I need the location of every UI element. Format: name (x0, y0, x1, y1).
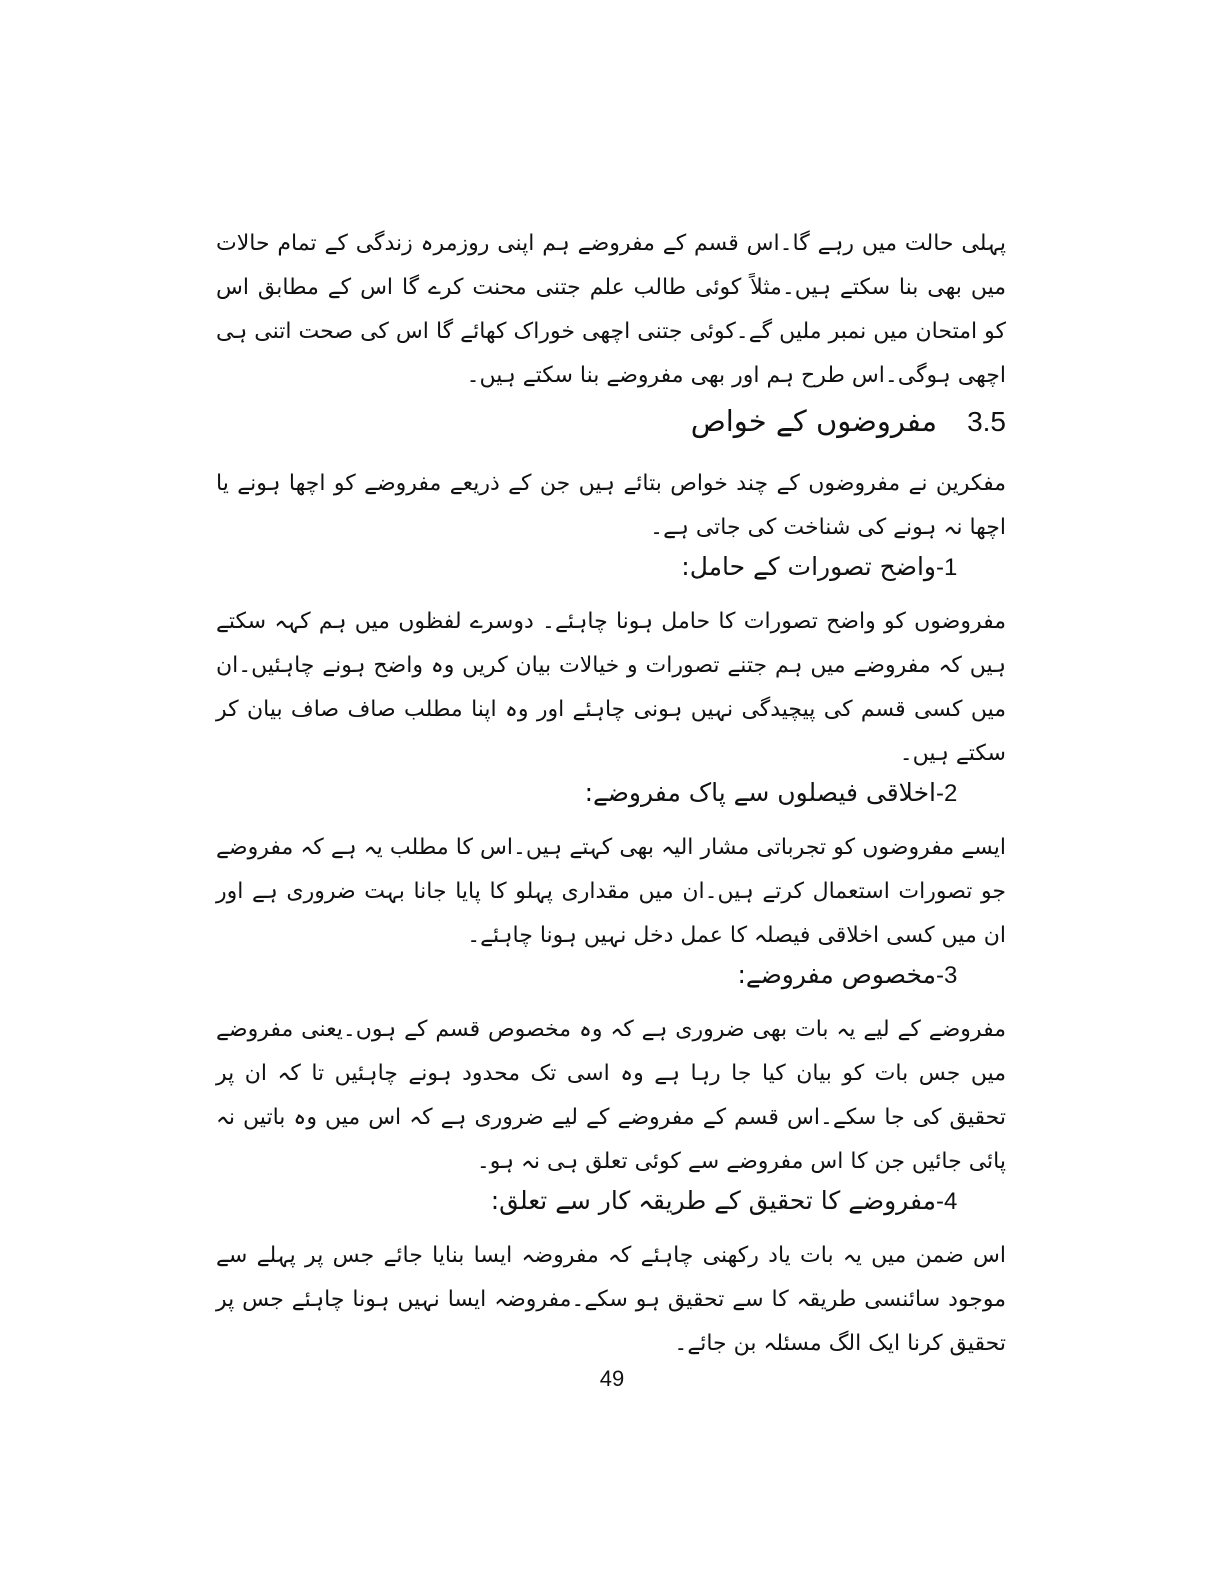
item-number: -4 (936, 1188, 958, 1215)
item-heading-2 (216, 778, 1006, 826)
item-heading-3 (216, 960, 1006, 1008)
item-body-1: مفروضوں کو واضح تصورات کا حامل ہونا چاہئے۔ دوسرے لفظوں میں ہم کہہ سکتے ہیں کہ مفروضے میں ہم جتنے تصورات و خیالات بیان کریں وہ واضح ہونے چاہئیں۔ان میں کسی قسم کی پیچیدگی نہیں ہونی چاہئے اور وہ اپنا مطلب صاف صاف بیان کر سکتے ہیں۔ (216, 609, 1006, 766)
item-heading-1 (216, 552, 1006, 600)
item-number: -3 (936, 962, 958, 989)
page-number: 49 (599, 1366, 625, 1391)
intro-paragraph: پہلی حالت میں رہے گا۔اس قسم کے مفروضے ہم اپنی روزمرہ زندگی کے تمام حالات میں بھی بنا سکتے ہیں۔مثلاً کوئی طالب علم جتنی محنت کرے گا اس کے مطابق اس کو امتحان میں نمبر ملیں گے۔کوئی جتنی اچھی خوراک کھائے گا اس کی صحت اتنی ہی اچھی ہوگی۔اس طرح ہم اور بھی مفروضے بنا سکتے ہیں۔ (216, 231, 1006, 388)
item-number: -2 (936, 780, 958, 807)
section-title: مفروضوں کے خواص (690, 404, 938, 438)
section-heading (216, 404, 1006, 462)
page-content (216, 222, 1006, 1366)
item-title: واضح تصورات کے حامل: (681, 552, 936, 581)
item-title: اخلاقی فیصلوں سے پاک مفروضے: (584, 778, 936, 807)
section-number: 3.5 (967, 406, 1006, 437)
item-title: مفروضے کا تحقیق کے طریقہ کار سے تعلق: (490, 1186, 936, 1215)
item-body-3: مفروضے کے لیے یہ بات بھی ضروری ہے کہ وہ مخصوص قسم کے ہوں۔یعنی مفروضے میں جس بات کو بیان کیا جا رہا ہے وہ اسی تک محدود ہونے چاہئیں تا کہ ان پر تحقیق کی جا سکے۔اس قسم کے مفروضے کے لیے ضروری ہے کہ اس میں وہ باتیں نہ پائی جائیں جن کا اس مفروضے سے کوئی تعلق ہی نہ ہو۔ (216, 1017, 1006, 1174)
item-title: مخصوص مفروضے: (737, 960, 936, 989)
item-body-4: اس ضمن میں یہ بات یاد رکھنی چاہئے کہ مفروضہ ایسا بنایا جائے جس پر پہلے سے موجود سائنسی طریقہ کا سے تحقیق ہو سکے۔مفروضہ ایسا نہیں ہونا چاہئے جس پر تحقیق کرنا ایک الگ مسئلہ بن جائے۔ (216, 1243, 1006, 1356)
item-body-2: ایسے مفروضوں کو تجرباتی مشار الیہ بھی کہتے ہیں۔اس کا مطلب یہ ہے کہ مفروضے جو تصورات استعمال کرتے ہیں۔ان میں مقداری پہلو کا پایا جانا بہت ضروری ہے اور ان میں کسی اخلاقی فیصلہ کا عمل دخل نہیں ہونا چاہئے۔ (216, 835, 1006, 948)
item-heading-4 (216, 1186, 1006, 1234)
item-number: -1 (936, 554, 958, 581)
section-intro-paragraph: مفکرین نے مفروضوں کے چند خواص بتائے ہیں جن کے ذریعے مفروضے کو اچھا ہونے یا اچھا نہ ہونے کی شناخت کی جاتی ہے۔ (216, 471, 1006, 540)
